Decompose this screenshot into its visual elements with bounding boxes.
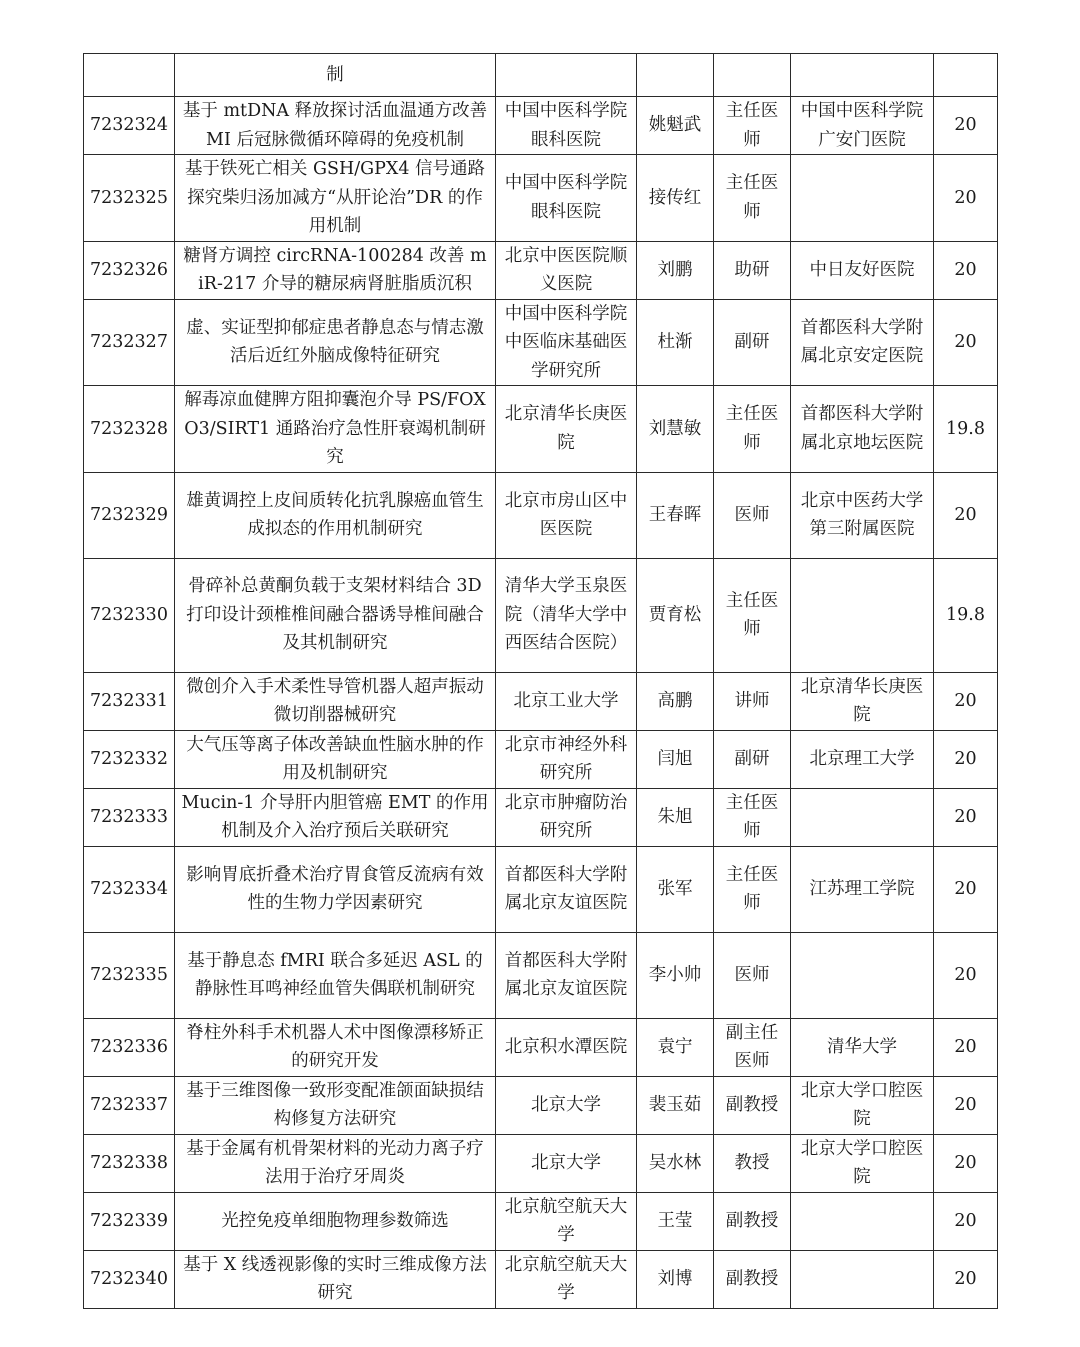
project-title-cell: 基于三维图像一致形变配准颌面缺损结构修复方法研究 <box>175 1076 496 1134</box>
funding-amount-cell: 20 <box>934 672 998 730</box>
partner-unit-cell: 北京中医药大学第三附属医院 <box>791 472 934 558</box>
project-title-cell: 微创介入手术柔性导管机器人超声振动微切削器械研究 <box>175 672 496 730</box>
project-id-cell: 7232337 <box>84 1076 175 1134</box>
leader-title-cell: 主任医师 <box>714 558 791 672</box>
project-title-cell: 大气压等离子体改善缺血性脑水肿的作用及机制研究 <box>175 730 496 788</box>
project-title-cell: 基于金属有机骨架材料的光动力离子疗法用于治疗牙周炎 <box>175 1134 496 1192</box>
host-unit-cell <box>496 54 637 97</box>
table-row <box>84 241 998 299</box>
leader-title-cell: 主任医师 <box>714 97 791 155</box>
table-row <box>84 558 998 672</box>
funding-amount-cell: 20 <box>934 1192 998 1250</box>
project-title-cell: 光控免疫单细胞物理参数筛选 <box>175 1192 496 1250</box>
leader-title-cell: 助研 <box>714 241 791 299</box>
project-id-cell: 7232325 <box>84 155 175 242</box>
project-id-cell: 7232328 <box>84 386 175 473</box>
project-title-cell: 基于 X 线透视影像的实时三维成像方法研究 <box>175 1250 496 1308</box>
host-unit-cell: 北京市房山区中医医院 <box>496 472 637 558</box>
table-row <box>84 1018 998 1076</box>
leader-title-cell: 医师 <box>714 932 791 1018</box>
project-title-cell: 影响胃底折叠术治疗胃食管反流病有效性的生物力学因素研究 <box>175 846 496 932</box>
host-unit-cell: 中国中医科学院中医临床基础医学研究所 <box>496 299 637 386</box>
partner-unit-cell <box>791 54 934 97</box>
table-row <box>84 1192 998 1250</box>
host-unit-cell: 北京市神经外科研究所 <box>496 730 637 788</box>
project-title-cell: 糖肾方调控 circRNA-100284 改善 miR-217 介导的糖尿病肾脏脂质沉积 <box>175 241 496 299</box>
leader-title-cell: 教授 <box>714 1134 791 1192</box>
leader-title-cell: 副教授 <box>714 1250 791 1308</box>
funding-amount-cell: 19.8 <box>934 558 998 672</box>
project-id-cell: 7232326 <box>84 241 175 299</box>
partner-unit-cell: 北京理工大学 <box>791 730 934 788</box>
table-row <box>84 846 998 932</box>
project-title-cell: 制 <box>175 54 496 97</box>
host-unit-cell: 北京大学 <box>496 1076 637 1134</box>
funding-amount-cell: 20 <box>934 299 998 386</box>
partner-unit-cell <box>791 1192 934 1250</box>
table-row <box>84 1250 998 1308</box>
partner-unit-cell: 北京大学口腔医院 <box>791 1076 934 1134</box>
table-row <box>84 788 998 846</box>
project-table <box>83 53 998 1309</box>
funding-amount-cell: 20 <box>934 241 998 299</box>
project-title-cell: 虚、实证型抑郁症患者静息态与情志激活后近红外脑成像特征研究 <box>175 299 496 386</box>
host-unit-cell: 北京积水潭医院 <box>496 1018 637 1076</box>
table-row <box>84 472 998 558</box>
leader-name-cell: 高鹏 <box>637 672 714 730</box>
leader-name-cell: 姚魁武 <box>637 97 714 155</box>
host-unit-cell: 北京大学 <box>496 1134 637 1192</box>
leader-title-cell: 副研 <box>714 730 791 788</box>
host-unit-cell: 北京航空航天大学 <box>496 1250 637 1308</box>
partner-unit-cell <box>791 155 934 242</box>
partner-unit-cell <box>791 788 934 846</box>
partner-unit-cell: 江苏理工学院 <box>791 846 934 932</box>
project-id-cell <box>84 54 175 97</box>
partner-unit-cell <box>791 1250 934 1308</box>
table-row <box>84 155 998 242</box>
funding-amount-cell: 20 <box>934 472 998 558</box>
leader-title-cell <box>714 54 791 97</box>
leader-name-cell: 吴水林 <box>637 1134 714 1192</box>
host-unit-cell: 清华大学玉泉医院（清华大学中西医结合医院） <box>496 558 637 672</box>
project-id-cell: 7232327 <box>84 299 175 386</box>
funding-amount-cell: 20 <box>934 155 998 242</box>
table-row <box>84 1134 998 1192</box>
funding-amount-cell: 20 <box>934 788 998 846</box>
project-title-cell: 骨碎补总黄酮负载于支架材料结合 3D 打印设计颈椎椎间融合器诱导椎间融合及其机制研究 <box>175 558 496 672</box>
project-title-cell: 解毒凉血健脾方阻抑囊泡介导 PS/FOXO3/SIRT1 通路治疗急性肝衰竭机制研究 <box>175 386 496 473</box>
project-id-cell: 7232332 <box>84 730 175 788</box>
partner-unit-cell: 首都医科大学附属北京地坛医院 <box>791 386 934 473</box>
leader-title-cell: 主任医师 <box>714 386 791 473</box>
partner-unit-cell: 中日友好医院 <box>791 241 934 299</box>
leader-name-cell: 袁宁 <box>637 1018 714 1076</box>
project-title-cell: 基于铁死亡相关 GSH/GPX4 信号通路探究柴归汤加减方“从肝论治”DR 的作用机制 <box>175 155 496 242</box>
table-row <box>84 672 998 730</box>
leader-title-cell: 讲师 <box>714 672 791 730</box>
table-row <box>84 730 998 788</box>
project-id-cell: 7232330 <box>84 558 175 672</box>
project-title-cell: 雄黄调控上皮间质转化抗乳腺癌血管生成拟态的作用机制研究 <box>175 472 496 558</box>
funding-amount-cell: 20 <box>934 1076 998 1134</box>
leader-title-cell: 主任医师 <box>714 155 791 242</box>
leader-name-cell: 闫旭 <box>637 730 714 788</box>
leader-title-cell: 副研 <box>714 299 791 386</box>
leader-title-cell: 主任医师 <box>714 788 791 846</box>
project-id-cell: 7232334 <box>84 846 175 932</box>
leader-name-cell: 刘博 <box>637 1250 714 1308</box>
table-row <box>84 97 998 155</box>
project-id-cell: 7232339 <box>84 1192 175 1250</box>
project-id-cell: 7232340 <box>84 1250 175 1308</box>
funding-amount-cell: 20 <box>934 846 998 932</box>
funding-amount-cell <box>934 54 998 97</box>
leader-title-cell: 副教授 <box>714 1192 791 1250</box>
leader-name-cell: 贾育松 <box>637 558 714 672</box>
project-title-cell: 基于 mtDNA 释放探讨活血温通方改善 MI 后冠脉微循环障碍的免疫机制 <box>175 97 496 155</box>
project-id-cell: 7232336 <box>84 1018 175 1076</box>
partner-unit-cell <box>791 558 934 672</box>
project-id-cell: 7232329 <box>84 472 175 558</box>
host-unit-cell: 首都医科大学附属北京友谊医院 <box>496 846 637 932</box>
host-unit-cell: 首都医科大学附属北京友谊医院 <box>496 932 637 1018</box>
project-id-cell: 7232324 <box>84 97 175 155</box>
host-unit-cell: 中国中医科学院眼科医院 <box>496 97 637 155</box>
funding-amount-cell: 20 <box>934 932 998 1018</box>
table-row <box>84 299 998 386</box>
leader-name-cell <box>637 54 714 97</box>
leader-name-cell: 王春晖 <box>637 472 714 558</box>
table-row <box>84 932 998 1018</box>
leader-title-cell: 副教授 <box>714 1076 791 1134</box>
leader-name-cell: 张军 <box>637 846 714 932</box>
funding-amount-cell: 19.8 <box>934 386 998 473</box>
partner-unit-cell <box>791 932 934 1018</box>
host-unit-cell: 北京工业大学 <box>496 672 637 730</box>
project-id-cell: 7232338 <box>84 1134 175 1192</box>
partner-unit-cell: 清华大学 <box>791 1018 934 1076</box>
leader-title-cell: 副主任医师 <box>714 1018 791 1076</box>
funding-amount-cell: 20 <box>934 1250 998 1308</box>
project-id-cell: 7232331 <box>84 672 175 730</box>
host-unit-cell: 中国中医科学院眼科医院 <box>496 155 637 242</box>
table-body <box>84 54 998 1309</box>
leader-name-cell: 接传红 <box>637 155 714 242</box>
leader-name-cell: 李小帅 <box>637 932 714 1018</box>
leader-title-cell: 主任医师 <box>714 846 791 932</box>
host-unit-cell: 北京市肿瘤防治研究所 <box>496 788 637 846</box>
host-unit-cell: 北京中医医院顺义医院 <box>496 241 637 299</box>
leader-name-cell: 刘鹏 <box>637 241 714 299</box>
project-id-cell: 7232333 <box>84 788 175 846</box>
partner-unit-cell: 北京大学口腔医院 <box>791 1134 934 1192</box>
leader-title-cell: 医师 <box>714 472 791 558</box>
leader-name-cell: 刘慧敏 <box>637 386 714 473</box>
project-title-cell: 脊柱外科手术机器人术中图像漂移矫正的研究开发 <box>175 1018 496 1076</box>
partner-unit-cell: 首都医科大学附属北京安定医院 <box>791 299 934 386</box>
partner-unit-cell: 中国中医科学院广安门医院 <box>791 97 934 155</box>
funding-amount-cell: 20 <box>934 1134 998 1192</box>
leader-name-cell: 王莹 <box>637 1192 714 1250</box>
table-row <box>84 54 998 97</box>
project-id-cell: 7232335 <box>84 932 175 1018</box>
funding-amount-cell: 20 <box>934 1018 998 1076</box>
leader-name-cell: 朱旭 <box>637 788 714 846</box>
host-unit-cell: 北京航空航天大学 <box>496 1192 637 1250</box>
project-title-cell: Mucin-1 介导肝内胆管癌 EMT 的作用机制及介入治疗预后关联研究 <box>175 788 496 846</box>
leader-name-cell: 裴玉茹 <box>637 1076 714 1134</box>
host-unit-cell: 北京清华长庚医院 <box>496 386 637 473</box>
table-row <box>84 386 998 473</box>
partner-unit-cell: 北京清华长庚医院 <box>791 672 934 730</box>
funding-amount-cell: 20 <box>934 730 998 788</box>
leader-name-cell: 杜渐 <box>637 299 714 386</box>
project-title-cell: 基于静息态 fMRI 联合多延迟 ASL 的静脉性耳鸣神经血管失偶联机制研究 <box>175 932 496 1018</box>
table-row <box>84 1076 998 1134</box>
funding-amount-cell: 20 <box>934 97 998 155</box>
